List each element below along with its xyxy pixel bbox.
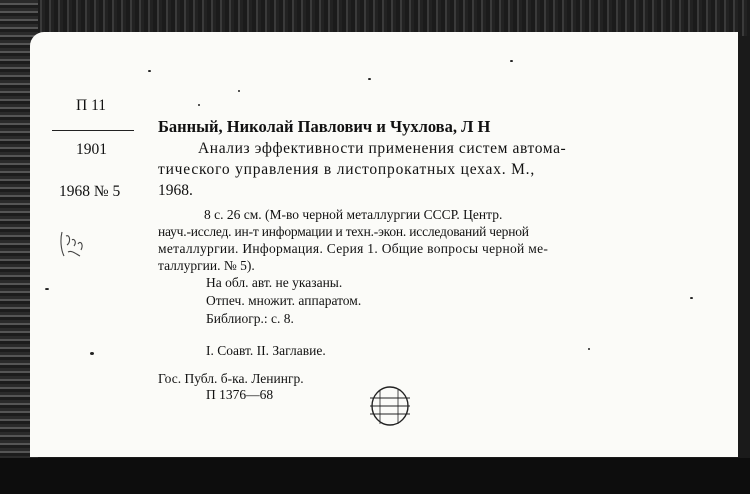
dust-speck xyxy=(368,78,371,80)
author-heading: Банный, Николай Павлович и Чухлова, Л Н xyxy=(158,117,491,136)
call-number-code: П 11 xyxy=(76,97,106,114)
dust-speck xyxy=(510,60,513,62)
scan-edge-bottom xyxy=(0,458,750,494)
note-line: Библиогр.: с. 8. xyxy=(206,311,294,326)
library-stamp-icon xyxy=(366,382,414,428)
title-line: Анализ эффективности применения систем автома- xyxy=(198,140,567,157)
dust-speck xyxy=(238,90,240,92)
holding-library: Гос. Публ. б-ка. Ленингр. xyxy=(158,371,304,386)
title-line: тического управления в листопрокатных цехах. М., xyxy=(158,161,536,178)
tracing-line: I. Соавт. II. Заглавие. xyxy=(206,343,326,358)
dust-speck xyxy=(588,348,590,350)
dust-speck xyxy=(90,352,94,355)
dust-speck xyxy=(148,70,151,72)
call-number-rule xyxy=(52,130,134,131)
scan-edge-top xyxy=(0,0,750,36)
call-number-classification: 1901 xyxy=(76,141,107,158)
description-line: науч.-исслед. ин-т информации и техн.-экон. исследований черной xyxy=(158,224,529,239)
description-line: металлургии. Информация. Серия 1. Общие вопросы черной ме- xyxy=(158,241,549,256)
handwritten-mark xyxy=(58,226,88,260)
dust-speck xyxy=(45,288,49,290)
description-line: 8 с. 26 см. (М-во черной металлургии СССР. Центр. xyxy=(204,207,503,222)
description-line: таллургии. № 5). xyxy=(158,258,255,273)
note-line: Отпеч. множит. аппаратом. xyxy=(206,293,362,308)
note-line: На обл. авт. не указаны. xyxy=(206,275,343,290)
title-line: 1968. xyxy=(158,182,193,199)
call-number-series: 1968 № 5 xyxy=(59,183,121,200)
holding-number: П 1376—68 xyxy=(206,387,274,402)
dust-speck xyxy=(198,104,200,106)
dust-speck xyxy=(690,297,693,299)
